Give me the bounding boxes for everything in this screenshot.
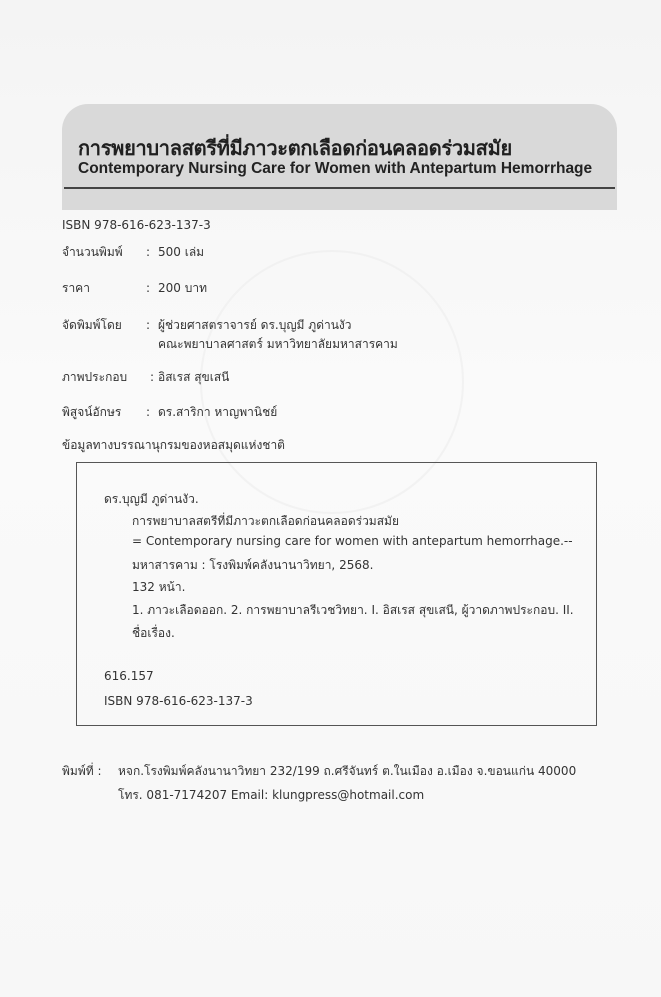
publisher-affiliation: คณะพยาบาลศาสตร์ มหาวิทยาลัยมหาสารคาม [158,337,398,351]
printing-label: จำนวนพิมพ์ [62,245,123,259]
publisher-label: จัดพิมพ์โดย [62,318,122,332]
cip-subjects: 1. ภาวะเลือดออก. 2. การพยาบาลรีเวชวิทยา. I. อิสเรส สุขเสนี, ผู้วาดภาพประกอบ. II. [132,603,574,617]
printing-row [62,243,204,262]
publisher-row [62,316,352,335]
cip-parallel-title: = Contemporary nursing care for women with antepartum hemorrhage.-- [132,534,573,548]
printer-label: พิมพ์ที่ : [62,764,102,778]
illustrator-value: อิสเรส สุขเสนี [158,370,230,384]
price-value: 200 บาท [158,281,207,295]
colon: : [146,281,151,295]
printer-contact: โทร. 081-7174207 Email: klungpress@hotmail.com [118,788,425,802]
publisher-name: ผู้ช่วยศาสตราจารย์ ดร.บุญมี ภูด่านงัว [158,318,352,332]
isbn-line: ISBN 978-616-623-137-3 [62,218,211,232]
printing-value: 500 เล่ม [158,245,205,259]
colon: : [146,405,151,419]
proofreader-row [62,403,277,422]
cip-classification: 616.157 [104,669,154,683]
cip-subjects-continued: ชื่อเรื่อง. [132,626,175,640]
cip-isbn: ISBN 978-616-623-137-3 [104,694,253,708]
price-row [62,279,207,298]
proofreader-label: พิสูจน์อักษร [62,405,122,419]
printer-address: หจก.โรงพิมพ์คลังนานาวิทยา 232/199 ถ.ศรีจันทร์ ต.ในเมือง อ.เมือง จ.ขอนแก่น 40000 [118,764,577,778]
colon: : [146,245,151,259]
price-label: ราคา [62,281,90,295]
cip-title: การพยาบาลสตรีที่มีภาวะตกเลือดก่อนคลอดร่วมสมัย [132,514,399,528]
illustrator-row [62,368,229,387]
illustrator-label: ภาพประกอบ [62,370,128,384]
cip-author: ดร.บุญมี ภูด่านงัว. [104,492,199,506]
book-title-english: Contemporary Nursing Care for Women with Antepartum Hemorrhage [78,160,593,177]
proofreader-value: ดร.สาริกา หาญพานิชย์ [158,405,278,419]
printer-row [62,762,576,781]
cip-imprint: มหาสารคาม : โรงพิมพ์คลังนานาวิทยา, 2568. [132,558,374,572]
colon: : [150,370,155,384]
cip-pages: 132 หน้า. [132,580,186,594]
title-divider [64,187,615,189]
book-title-thai: การพยาบาลสตรีที่มีภาวะตกเลือดก่อนคลอดร่วมสมัย [78,136,512,160]
cip-heading: ข้อมูลทางบรรณานุกรมของหอสมุดแห่งชาติ [62,438,285,452]
colon: : [146,318,151,332]
